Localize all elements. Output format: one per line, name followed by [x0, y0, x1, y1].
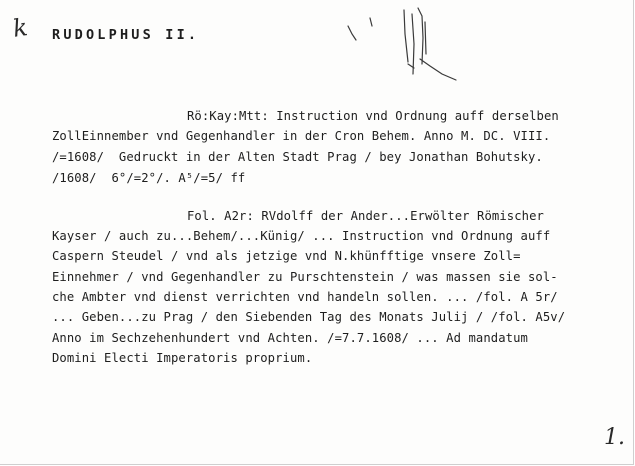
text-line: ZollEinnember vnd Gegenhandler in der Cron Behem. Anno M. DC. VIII. [52, 129, 551, 143]
text-line: /=1608/ Gedruckt in der Alten Stadt Prag / bey Jonathan Bohutsky. [52, 150, 543, 164]
handwritten-corner-mark: k [11, 13, 30, 43]
heading: RUDOLPHUS II. [52, 27, 200, 43]
text-line: Anno im Sechzehenhundert vnd Achten. /=7.7.1608/ ... Ad mandatum [52, 331, 528, 345]
page-number: 1. [604, 425, 625, 450]
text-line: Rö:Kay:Mtt: Instruction vnd Ordnung auff derselben [187, 109, 559, 123]
text-line: /1608/ 6°/=2°/. A⁵/=5/ ff [52, 171, 246, 185]
text-line: che Ambter vnd dienst verrichten vnd handeln sollen. ... /fol. A 5r/ [52, 290, 558, 304]
text-line: Domini Electi Imperatoris proprium. [52, 351, 313, 365]
text-line: Fol. A2r: RVdolff der Ander...Erwölter Römischer [187, 209, 544, 223]
text-line: Einnehmer / vnd Gegenhandler zu Purschtenstein / was massen sie sol- [52, 270, 558, 284]
text-line: Caspern Steudel / vnd als jetzige vnd N.khünfftige vnsere Zoll= [52, 249, 521, 263]
text-line: Kayser / auch zu...Behem/...Künig/ ... Instruction vnd Ordnung auff [52, 229, 551, 243]
text-line: ... Geben...zu Prag / den Siebenden Tag des Monats Julij / /fol. A5v/ [52, 310, 566, 324]
handwritten-scribble [330, 4, 470, 89]
